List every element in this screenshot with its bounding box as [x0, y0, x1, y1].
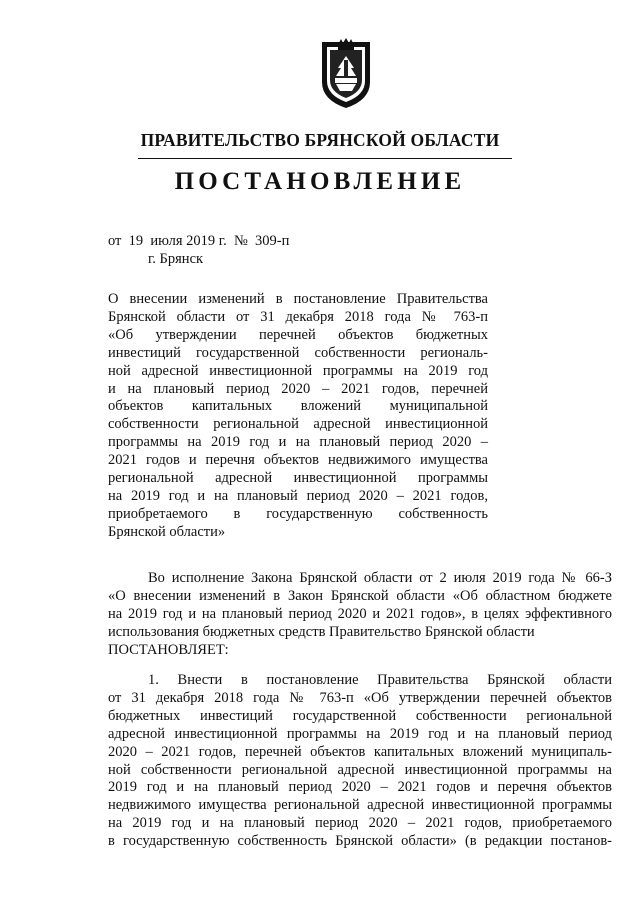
preamble-line: использования бюджетных средств Правительство Брянской области: [108, 623, 535, 640]
item-1-line: от 31 декабря 2018 года № 763-п «Об утверждении перечней объектов: [108, 689, 612, 706]
subject-line: на 2019 год и на плановый период 2020 – 2021 годов,: [108, 487, 488, 504]
item-1-line: 2020 – 2021 годов, перечней объектов капитальных вложений муниципаль-: [108, 743, 612, 760]
document-meta: [108, 232, 289, 268]
subject-line: «Об утверждении перечней объектов бюджетных: [108, 326, 488, 343]
item-1-line: ной собственности региональной адресной инвестиционной программы на: [108, 761, 612, 778]
subject-line: О внесении изменений в постановление Правительства: [108, 291, 488, 307]
header-divider: [138, 158, 512, 159]
subject-line: собственности региональной адресной инвестиционной: [108, 416, 488, 433]
subject-line: приобретаемого в государственную собственность: [108, 505, 488, 522]
subject-line: региональной адресной инвестиционной программы: [108, 470, 488, 487]
item-1-line: в государственную собственность Брянской области» (в редакции постанов-: [108, 833, 612, 850]
item-1-line: 1. Внести в постановление Правительства Брянской области: [148, 672, 612, 688]
date-number-line: от 19 июля 2019 г. № 309-п: [108, 233, 290, 249]
subject-line: объектов капитальных вложений муниципальной: [108, 398, 488, 415]
subject-line: ной адресной инвестиционной программы на 2019 год: [108, 362, 488, 379]
preamble-line: «О внесении изменений в Закон Брянской области «Об областном бюджете: [108, 587, 612, 604]
subject-line: инвестиций государственной собственности региональ-: [108, 344, 488, 361]
item-1-line: на 2019 год и на плановый период 2020 – 2021 годов, приобретаемого: [108, 815, 612, 832]
subject-line: 2021 годов и перечня объектов недвижимого имущества: [108, 452, 488, 469]
item-1-line: адресной инвестиционной программы на 2019 год и на плановый период: [108, 725, 612, 742]
bryansk-coat-of-arms-icon: [318, 38, 374, 110]
subject-line: Брянской области от 31 декабря 2018 года № 763-п: [108, 308, 488, 325]
subject-line: и на плановый период 2020 – 2021 годов, перечней: [108, 380, 488, 397]
item-1-line: недвижимого имущества региональной адресной инвестиционной программы: [108, 797, 612, 814]
city-line: г. Брянск: [148, 251, 204, 267]
subject-line: программы на 2019 год и на плановый период 2020 –: [108, 434, 488, 451]
preamble-line: Во исполнение Закона Брянской области от 2 июля 2019 года № 66-З: [148, 570, 612, 586]
document-type: ПОСТАНОВЛЕНИЕ: [174, 168, 466, 195]
resolves-word: ПОСТАНОВЛЯЕТ:: [108, 641, 229, 658]
preamble-line: на 2019 год и на плановый период 2020 и 2021 годов», в целях эффективного: [108, 605, 612, 622]
item-1-paragraph: [108, 672, 612, 851]
preamble-paragraph: [108, 570, 612, 660]
subject-line: Брянской области»: [108, 523, 226, 540]
item-1-line: 2019 год и на плановый период 2020 – 2021 годов и перечня объектов: [108, 779, 612, 796]
item-1-line: бюджетных инвестиций государственной собственности региональной: [108, 707, 612, 724]
document-subject: [108, 291, 488, 542]
government-name: ПРАВИТЕЛЬСТВО БРЯНСКОЙ ОБЛАСТИ: [140, 130, 500, 150]
